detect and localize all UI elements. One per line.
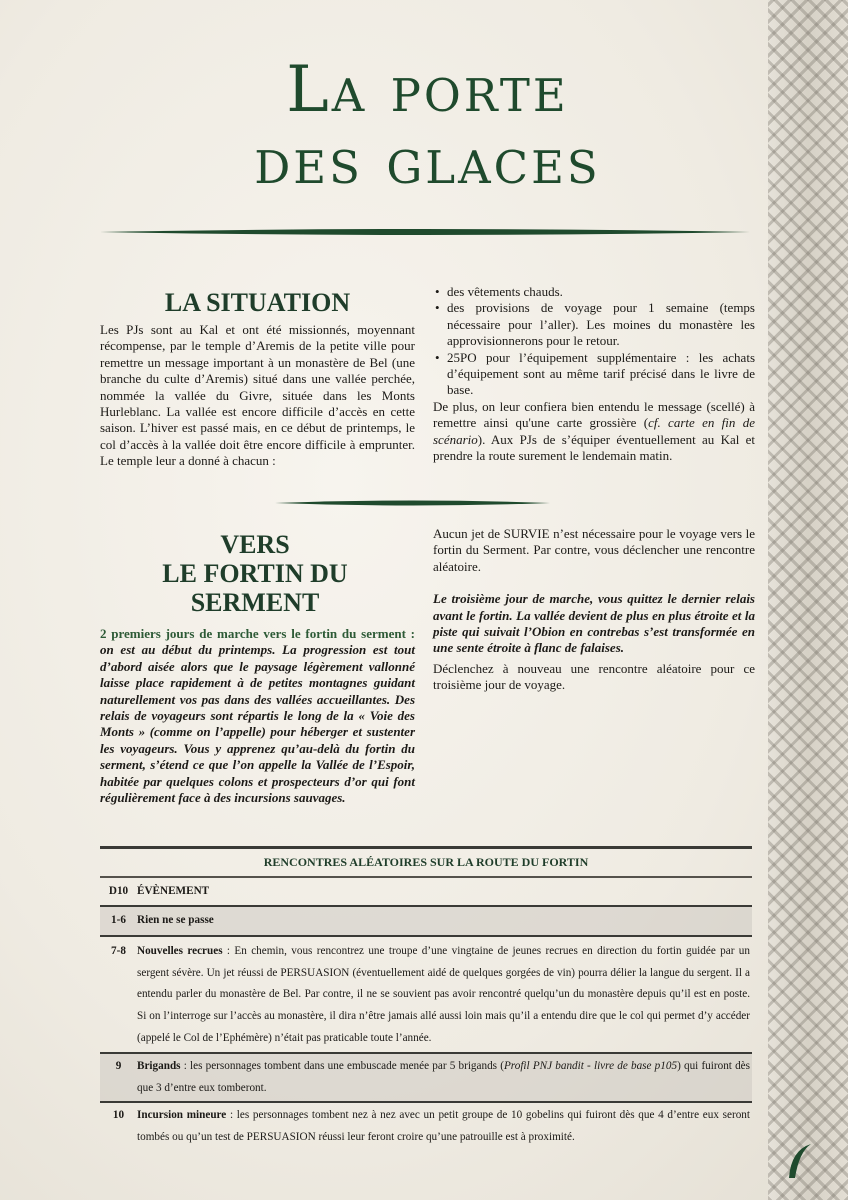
text: De plus, on leur confiera bien entendu le message (scellé) à remettre ainsi qu'une carte grossière ( bbox=[433, 398, 755, 431]
table-row bbox=[100, 937, 752, 1054]
narrative-paragraph: Le troisième jour de marche, vous quittez le dernier relais avant le fortin. La vallée devient de plus en plus étroite et la piste qui suivait l’Obion en contrebas s’est transformée en une sente étroite à flanc de falaises. bbox=[433, 591, 755, 656]
map-reference: cf. carte en fin de scénario bbox=[433, 415, 755, 447]
event-name: Incursion mineure bbox=[137, 1109, 227, 1122]
narrative-text: on est au début du printemps. La progression est tout d’abord aisée alors que le paysage légèrement vallonné laisse place rapidement à de petites montagnes guidant naturellement vos pas dans des vallées accueillantes. Des relais de voyageurs sont répartis le long de la « Voie des Monts » (comme on l’appelle) pour héberger et sustenter les voyageurs. Vous y apprenez qu’au-delà du fortin du serment, s’étend ce que l’on appelle la Vallée de l’Espoir, habitée par quelques colons et prospecteurs d’or qui font régulièrement face à des incursions sauvages. bbox=[100, 642, 415, 806]
table-row bbox=[100, 907, 752, 937]
table-row bbox=[100, 1054, 752, 1104]
fortin-heading bbox=[100, 530, 410, 617]
event-text: : les personnages tombent dans une embuscade menée par 5 brigands ( bbox=[180, 1059, 504, 1072]
situation-after bbox=[433, 399, 755, 465]
situation-paragraph: Les PJs sont au Kal et ont été missionnés, moyennant récompense, par le temple d’Aremis de la petite ville pour remettre un message important à un monastère de Bel (une branche du culte d’Aremis) situé dans une vallée perchée, nommée la vallée du Givre, située dans les Monts Hurleblanc. La vallée est encore difficile d’accès en cette saison. L’hiver est passé mais, en ce début de printemps, le col d’accès à la vallée doit être encore difficile à emprunter. Le temple leur a donné à chacun : bbox=[100, 322, 415, 469]
event-text: : les personnages tombent nez à nez avec un petit groupe de 10 gobelins qui fuiront dès que 4 d’entre eux seront tombés ou qu’un test de PERSUASION réussi leur feront croire qu’une patrouille est à proximité. bbox=[137, 1109, 750, 1144]
equipment-list bbox=[433, 284, 755, 399]
profile-reference: Profil PNJ bandit - livre de base p105 bbox=[503, 1059, 678, 1072]
page-title-line1: La porte bbox=[286, 53, 569, 127]
header-d10: D10 bbox=[108, 885, 129, 897]
event-text: ) qui fuiront dès que 3 d’entre eux tomberont. bbox=[137, 1059, 751, 1094]
situation-list-column bbox=[433, 284, 755, 464]
roll-cell: 7-8 bbox=[111, 944, 126, 957]
event-name: Rien ne se passe bbox=[137, 914, 214, 926]
list-item: • des provisions de voyage pour 1 semaine (temps nécessaire pour l’aller). Les moines du monastère les approvisionnerons pour le retour. bbox=[433, 300, 755, 349]
roll-cell: 9 bbox=[115, 1059, 122, 1072]
list-item: • des vêtements chauds. bbox=[433, 284, 755, 300]
fortin-narrative bbox=[100, 626, 415, 806]
table-row bbox=[100, 1103, 752, 1151]
lead-text: 2 premiers jours de marche vers le fortin du serment : bbox=[100, 626, 415, 641]
heading-line: LE FORTIN DU bbox=[162, 559, 348, 588]
celtic-knot-border bbox=[768, 0, 848, 1200]
event-text: : En chemin, vous rencontrez une troupe d’une vingtaine de jeunes recrues en direction du fortin guidée par un sergent sévère. Un jet réussi de PERSUASION (éventuellement aidé de quelques gorgées de vin) pourra délier la langue du sergent. Il a entendu parler du monastère de Bel. Par contre, il ne se souvient pas avoir rencontré quelqu’un du monastère depuis qu’il est en poste. Si on l’interroge sur l’accès au monastère, il dira n’être jamais allé aussi loin mais qu’il a entendu dire que le col qui permet d’y accéder (appelé le Col de l’Ephémère) n’était pas praticable toute l’année. bbox=[137, 944, 750, 1044]
title-ornament bbox=[100, 228, 750, 236]
event-name: Nouvelles recrues bbox=[137, 944, 223, 957]
table-header bbox=[100, 878, 752, 907]
roll-cell: 1-6 bbox=[111, 914, 126, 926]
event-name: Brigands bbox=[137, 1059, 181, 1072]
situation-heading: LA SITUATION bbox=[164, 288, 351, 317]
encounters-table bbox=[100, 846, 752, 1151]
text: ). Aux PJs de s’équiper éventuellement au Kal et prendre la route surement le lendemain matin. bbox=[433, 431, 755, 464]
situation-body bbox=[100, 322, 415, 470]
list-item: • 25PO pour l’équipement supplémentaire : les achats d’équipement sont au même tarif précisé dans le livre de base. bbox=[433, 350, 755, 399]
fortin-right-column bbox=[433, 526, 755, 694]
page-title-line2: des glaces bbox=[254, 125, 601, 199]
heading-line: VERS bbox=[220, 530, 290, 559]
header-event: ÉVÈNEMENT bbox=[137, 885, 210, 897]
heading-line: SERMENT bbox=[190, 588, 320, 617]
corner-flourish-icon bbox=[785, 1140, 813, 1180]
paragraph: Déclenchez à nouveau une rencontre aléatoire pour ce troisième jour de voyage. bbox=[433, 660, 755, 693]
section-ornament bbox=[275, 499, 550, 507]
table-title: RENCONTRES ALÉATOIRES SUR LA ROUTE DU FORTIN bbox=[100, 846, 752, 878]
paragraph: Aucun jet de SURVIE n’est nécessaire pour le voyage vers le fortin du Serment. Par contre, vous déclencher une rencontre aléatoire. bbox=[433, 526, 755, 574]
roll-cell: 10 bbox=[112, 1109, 125, 1122]
